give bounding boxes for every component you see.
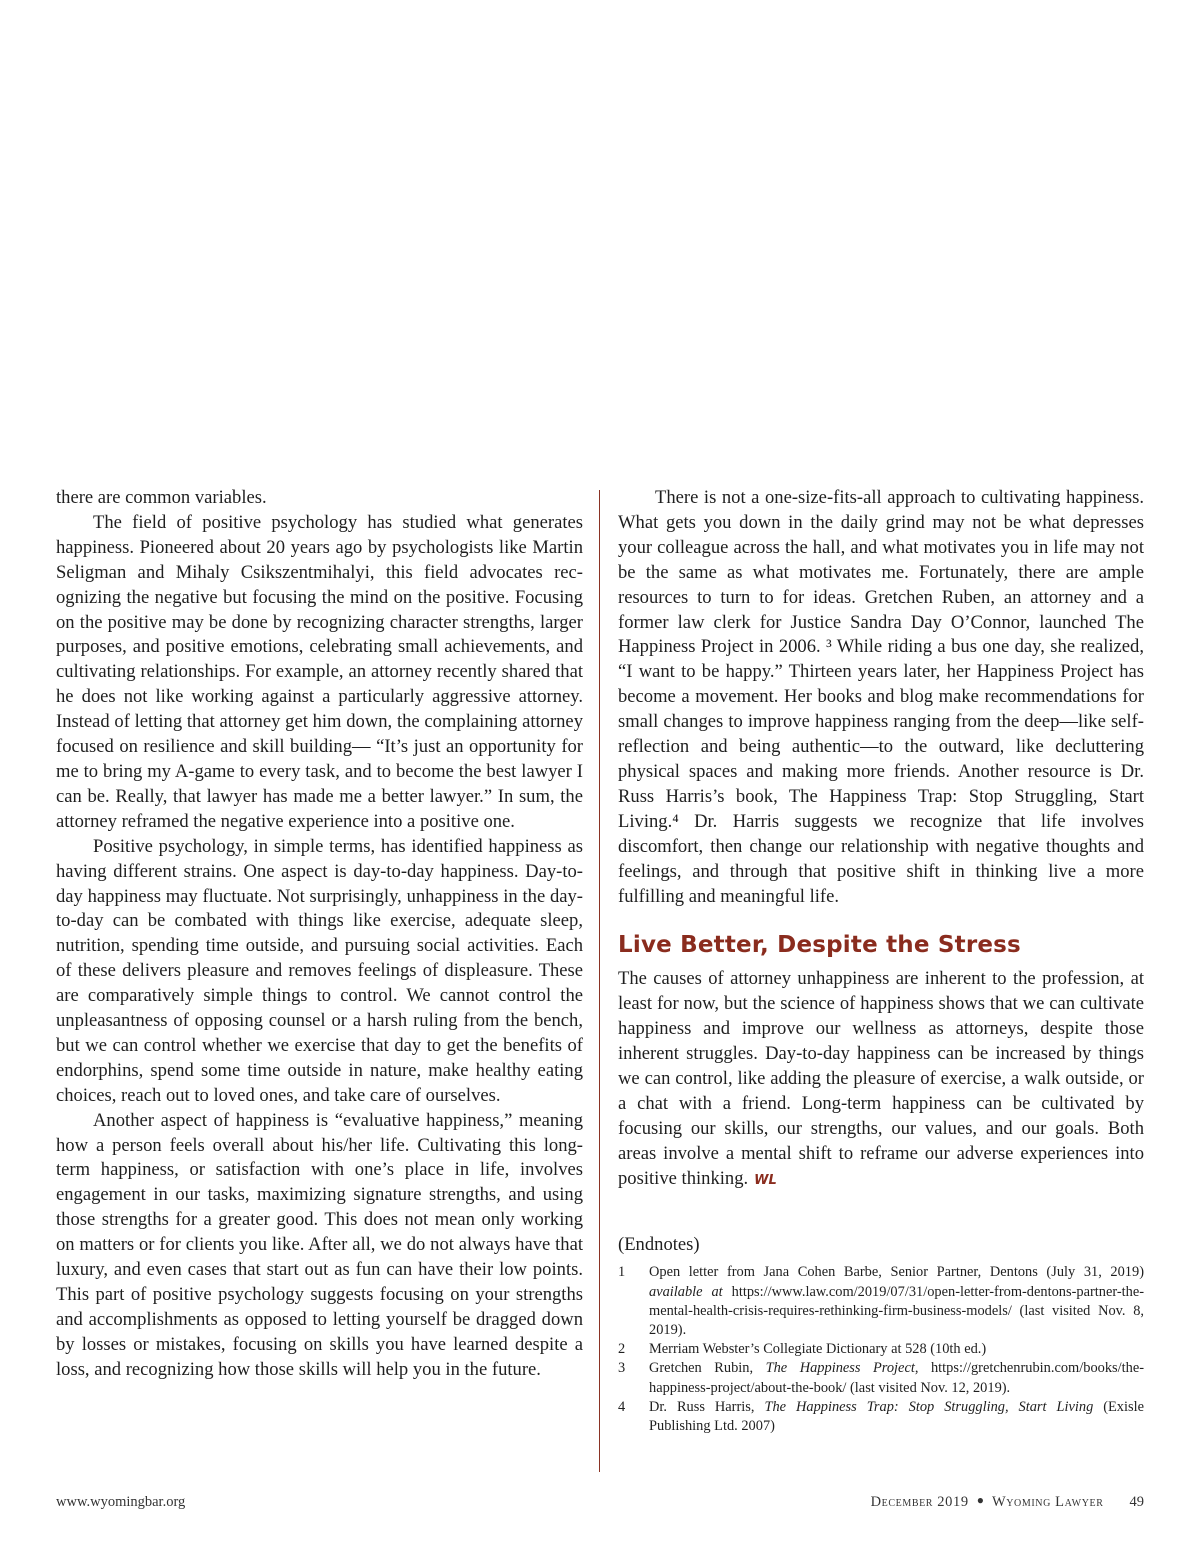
section-heading: Live Better, Despite the Stress <box>618 932 1021 959</box>
page-footer <box>56 1494 1144 1514</box>
right-column <box>618 486 1144 1436</box>
page-number: 49 <box>1129 1494 1144 1510</box>
endnotes-list <box>618 1263 1144 1436</box>
endnote-text <box>649 1263 1144 1340</box>
endnote-item <box>618 1340 1144 1359</box>
endnote-text-plain: Dr. Russ Harris, <box>649 1398 765 1415</box>
endnotes-title: (Endnotes) <box>618 1233 700 1255</box>
endnote-text-url: https://www.law.com/2019/07/31/open-letter-from-dentons-partner-the-mental-health-crisis-requires-rethinking-firm-business-models/ (last visited Nov. 8, 2019). <box>649 1283 1144 1339</box>
footer-website: www.wyomingbar.org <box>56 1494 186 1510</box>
endnote-item <box>618 1359 1144 1397</box>
endnote-number: 3 <box>618 1360 626 1377</box>
endnote-item <box>618 1263 1144 1340</box>
left-column <box>56 486 583 1383</box>
endnote-text <box>649 1340 1144 1359</box>
paragraph-one-size-fits-all: There is not a one-size-fits-all approach to cultivating happiness. What gets you down in the daily grind may not be what depresses your colleague across the hall, and what motivates you in life may not be the same as what motivates me. Fortunately, there are ample resources to turn to for ideas. Gretchen Ruben, an attorney and a former law clerk for Justice Sandra Day O’Connor, launched The Happiness Project in 2006. ³ While riding a bus one day, she realized, “I want to be happy.” Thirteen years later, her Happiness Project has become a movement. Her books and blog make recommendations for small changes to improve happiness ranging from the deep—like self-reflection and being authentic—to the outward, like decluttering physical spaces and making more friends. Another resource is Dr. Russ Harris’s book, The Happiness Trap: Stop Struggling, Start Living.⁴ Dr. Harris suggests we recognize that life involves discomfort, then change our relationship with negative thoughts and feelings, and through that positive shift in thinking live a more fulfilling and meaningful life. <box>618 487 1144 907</box>
endnote-text-italic: The Happiness Project <box>765 1360 915 1377</box>
endnote-text-plain: Merriam Webster’s Collegiate Dictionary at 528 (10th ed.) <box>649 1341 987 1358</box>
endnote-text-url: , https://gretchenrubin.com/books/the-happiness-project/about-the-book/ (last visited Nov. 12, 2019). <box>649 1360 1144 1396</box>
paragraph-conclusion <box>618 967 1144 1193</box>
footer-issue-date: December 2019 <box>870 1494 969 1510</box>
end-mark-logo: WL <box>754 1172 777 1188</box>
conclusion-text: The causes of attorney unhappiness are inherent to the profession, at least for now, but the science of happiness shows that we can cultivate happiness and improve our wellness as attorneys, despite those inherent struggles. Day-to-day happiness can be increased by things we can control, like adding the pleasure of exercise, a walk outside, or a chat with a friend. Long-term happiness can be cultivated by focusing our skills, our strengths, our values, and our goals. Both areas involve a mental shift to reframe our adverse experiences into positive thinking. <box>618 968 1144 1189</box>
bullet-separator-icon: ● <box>976 1493 984 1507</box>
endnote-text <box>649 1398 1144 1436</box>
endnote-text-plain: (Exisle Publishing Ltd. 2007) <box>649 1398 1144 1435</box>
endnote-number: 2 <box>618 1341 626 1358</box>
paragraph-evaluative-happiness: Another aspect of happiness is “evaluative happiness,” meaning how a person feels overall about his/her life. Cultivating this long-term happiness, or satisfaction with one’s place in life, involves engagement in our tasks, maximizing signature strengths, and using those strengths for a greater good. This does not mean only working on matters or for clients you like. After all, we do not always have that luxury, and even cases that start out as fun can have their low points. This part of positive psychology suggests focusing on your strengths and accomplishments as opposed to letting yourself be dragged down by losses or mistakes, focusing on skills you have learned despite a loss, and recognizing how those skills will help you in the future. <box>56 1109 583 1380</box>
paragraph-continuation: there are common variables. <box>56 487 267 508</box>
endnote-text-plain: Gretchen Rubin, <box>649 1360 766 1377</box>
endnote-item <box>618 1398 1144 1436</box>
endnote-text-italic: The Happiness Trap: Stop Struggling, Start Living <box>764 1398 1094 1415</box>
footer-right <box>871 1494 1144 1511</box>
endnote-text <box>649 1359 1144 1397</box>
paragraph-day-to-day-happiness: Positive psychology, in simple terms, has identified happiness as having different strains. One aspect is day-to-day happiness. Day-to-day happiness may fluctuate. Not surprisingly, unhappiness in the day-to-day can be combated with things like exercise, adequate sleep, nutrition, spending time outside, and pursuing social activities. Each of these delivers pleasure and removes feelings of displeasure. These are comparatively simple things to control. We cannot control the unpleasantness of opposing counsel or a harsh ruling from the bench, but we can control whether we exercise that day to get the benefits of endorphins, spend some time outside in nature, make healthy eating choices, reach out to loved ones, and take care of ourselves. <box>56 835 583 1106</box>
paragraph-positive-psychology-field: The field of positive psychology has studied what generates happiness. Pioneered about 20 years ago by psychologists like Martin Seligman and Mihaly Csikszentmihalyi, this field advocates recognizing the negative but focusing the mind on the positive. Focusing on the positive may be done by recognizing character strengths, larger purposes, and positive emotions, celebrating small achievements, and cultivating relationships. For example, an attorney recently shared that he does not like working against a particularly aggressive attorney. Instead of letting that attorney get him down, the complaining attorney focused on resilience and skill building— “It’s just an opportunity for me to bring my A-game to every task, and to become the best lawyer I can be. Really, that lawyer has made me a better lawyer.” In sum, the attorney reframed the negative experience into a positive one. <box>56 511 583 832</box>
endnote-text-italic: available at <box>649 1283 723 1300</box>
endnote-number: 4 <box>618 1398 626 1415</box>
endnote-number: 1 <box>618 1264 626 1281</box>
footer-publication: Wyoming Lawyer <box>991 1494 1104 1510</box>
endnote-text-plain: Open letter from Jana Cohen Barbe, Senior Partner, Dentons (July 31, 2019) <box>649 1264 1144 1281</box>
column-divider <box>599 490 600 1472</box>
